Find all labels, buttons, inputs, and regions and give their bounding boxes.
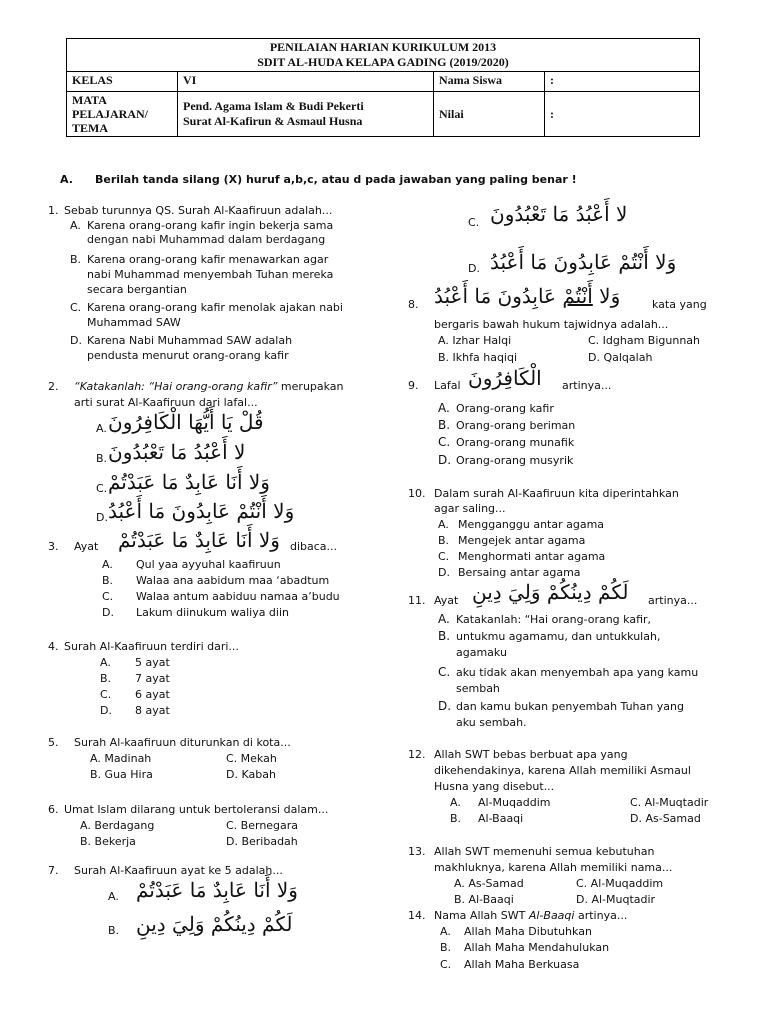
option-letter[interactable]: D. <box>96 511 108 524</box>
left-column <box>48 204 388 984</box>
option-letter[interactable]: A. <box>100 656 111 669</box>
question-pre: Lafal <box>434 379 461 392</box>
option-text: 5 ayat <box>135 656 170 669</box>
option-text: 7 ayat <box>135 672 170 685</box>
option-text: Menghormati antar agama <box>458 550 606 563</box>
option-d[interactable]: D. Al-Muqtadir <box>576 893 656 906</box>
arabic-verse-pre: وَلا <box>592 284 621 308</box>
option-text: Katakanlah: “Hai orang-orang kafir, <box>456 613 652 626</box>
option-c[interactable]: C. Al-Muqtadir <box>630 796 709 809</box>
question-number: 2. <box>48 380 59 393</box>
question-pre: Ayat <box>434 594 459 607</box>
mapel-label <box>67 92 178 137</box>
instruction-text: Berilah tanda silang (X) huruf a,b,c, atau d pada jawaban yang paling benar ! <box>95 173 577 186</box>
option-d[interactable]: D. As-Samad <box>630 812 701 825</box>
option-c[interactable]: C. Idgham Bigunnah <box>588 334 701 347</box>
option-a[interactable]: A. Madinah <box>90 752 152 765</box>
header-title-cell <box>67 39 700 72</box>
question-number: 13. <box>408 845 426 858</box>
option-letter[interactable]: D. <box>100 704 112 717</box>
arabic-option: قُلْ يَا أَيُّهَا الْكَافِرُونَ <box>108 410 264 434</box>
option-letter[interactable]: C. <box>438 550 450 563</box>
option-letter[interactable]: C. <box>440 958 452 971</box>
option-text: Allah Maha Dibutuhkan <box>464 925 592 938</box>
question-number: 1. <box>48 204 59 217</box>
option-letter[interactable]: D. <box>438 699 452 713</box>
question-text-rest: merupakan <box>277 380 344 393</box>
question-quote: “Katakanlah: “Hai orang-orang kafir” <box>74 380 278 393</box>
question-post: kata yang <box>652 298 707 311</box>
instruction <box>60 173 577 186</box>
option-letter[interactable]: C. <box>438 435 451 449</box>
question-text: Surah Al-kaafiruun diturunkan di kota... <box>74 736 291 749</box>
question-text: Allah SWT memenuhi semua kebutuhan <box>434 845 655 858</box>
option-letter[interactable]: D. <box>438 453 452 467</box>
nilai-label: Nilai <box>434 92 545 137</box>
option-text: Lakum diinukum waliya diin <box>136 606 290 619</box>
option-c[interactable]: C. Al-Muqaddim <box>576 877 664 890</box>
question-text: Sebab turunnya QS. Surah Al-Kaafiruun adalah... <box>64 204 333 217</box>
mapel-label-2: PELAJARAN/ <box>72 107 149 121</box>
option-letter[interactable]: A. <box>438 518 449 531</box>
option-text: secara bergantian <box>87 283 187 296</box>
option-text: Allah Maha Mendahulukan <box>464 941 610 954</box>
option-c[interactable]: C. Bernegara <box>226 819 299 832</box>
question-post: artinya... <box>648 594 698 607</box>
option-letter[interactable]: C. <box>468 216 480 229</box>
option-text: pendusta menurut orang-orang kafir <box>87 349 289 362</box>
option-letter[interactable]: B. <box>102 574 114 587</box>
question-text: makhluknya, karena Allah memiliki nama... <box>434 861 673 874</box>
option-text: Mengganggu antar agama <box>458 518 605 531</box>
option-a[interactable]: A. As-Samad <box>454 877 524 890</box>
kelas-label: KELAS <box>67 72 178 92</box>
option-text: Orang-orang beriman <box>456 419 576 432</box>
option-letter[interactable]: A. <box>440 925 451 938</box>
arabic-option: لا أَعْبُدُ مَا تَعْبُدُونَ <box>490 202 628 226</box>
question-number: 8. <box>408 298 419 311</box>
option-letter[interactable]: D. <box>70 334 82 347</box>
option-text: Orang-orang munafik <box>456 436 575 449</box>
option-letter[interactable]: C. <box>100 688 112 701</box>
option-text: Walaa ana aabidum maa ‘abadtum <box>136 574 330 587</box>
mapel-value-2: Surat Al-Kafirun & Asmaul Husna <box>183 114 363 128</box>
question-text: Allah SWT bebas berbuat apa yang <box>434 748 628 761</box>
question-number: 3. <box>48 540 59 553</box>
arabic-verse: لَكُمْ دِينُكُمْ وَلِيَ دِينِ <box>472 580 629 604</box>
question-number: 10. <box>408 487 426 500</box>
option-b[interactable]: B. Bekerja <box>80 835 136 848</box>
option-text: 6 ayat <box>135 688 170 701</box>
option-letter[interactable]: B. <box>438 418 451 432</box>
option-letter[interactable]: B. <box>440 941 452 954</box>
option-letter[interactable]: A. <box>450 796 461 809</box>
option-text: Karena orang-orang kafir menawarkan agar <box>87 253 329 266</box>
nama-siswa-label: Nama Siswa <box>434 72 545 92</box>
question-number: 5. <box>48 736 59 749</box>
arabic-verse <box>434 284 620 308</box>
option-text: dengan nabi Muhammad dalam berdagang <box>87 233 326 246</box>
question-number: 12. <box>408 748 426 761</box>
nama-siswa-field[interactable]: : <box>545 72 700 92</box>
arabic-option: وَلا أَنْتُمْ عَابِدُونَ مَا أَعْبُدُ <box>490 250 677 274</box>
question-number: 14. <box>408 909 426 922</box>
kelas-value: VI <box>178 72 434 92</box>
option-d[interactable]: D. Qalqalah <box>588 351 653 364</box>
question-number: 9. <box>408 379 419 392</box>
question-number: 4. <box>48 640 59 653</box>
option-text: Al-Baaqi <box>478 812 524 825</box>
option-letter[interactable]: B. <box>96 452 108 465</box>
option-letter[interactable]: A. <box>102 558 113 571</box>
option-letter[interactable]: D. <box>438 566 450 579</box>
option-letter[interactable]: B. <box>438 534 450 547</box>
mapel-value-1: Pend. Agama Islam & Budi Pekerti <box>183 99 364 113</box>
option-b[interactable]: B. Gua Hira <box>90 768 153 781</box>
option-letter[interactable]: A. <box>438 612 450 626</box>
question-text: arti surat Al-Kaafiruun dari lafal... <box>74 396 258 409</box>
question-post: artinya... <box>574 909 628 922</box>
header-title-line1: PENILAIAN HARIAN KURIKULUM 2013 <box>269 40 497 54</box>
option-text: Mengejek antar agama <box>458 534 586 547</box>
arabic-option: وَلا أَنَا عَابِدٌ مَا عَبَدْتُمْ <box>136 878 298 902</box>
option-letter[interactable]: B. <box>450 812 462 825</box>
option-b[interactable]: B. Al-Baaqi <box>454 893 514 906</box>
option-text: nabi Muhammad menyembah Tuhan mereka <box>87 268 334 281</box>
option-letter[interactable]: B. <box>100 672 112 685</box>
option-text: Muhammad SAW <box>87 316 181 329</box>
option-text: Orang-orang kafir <box>456 402 554 415</box>
option-text: aku tidak akan menyembah apa yang kamu <box>456 666 699 679</box>
option-letter[interactable]: B. <box>108 924 120 937</box>
option-c[interactable]: C. Mekah <box>226 752 277 765</box>
mapel-label-3: TEMA <box>72 121 108 135</box>
right-column <box>408 196 748 986</box>
question-number: 11. <box>408 594 426 607</box>
arabic-option: وَلا أَنَا عَابِدٌ مَا عَبَدْتُمْ <box>108 470 270 494</box>
arabic-verse-post: عَابِدُونَ مَا أَعْبُدُ <box>434 284 563 308</box>
header-table <box>66 38 700 137</box>
question-text: agar saling... <box>434 502 506 515</box>
arabic-underlined-word: أَنْتُمْ <box>562 284 593 308</box>
question-text: Umat Islam dilarang untuk bertoleransi dalam... <box>64 803 329 816</box>
option-letter[interactable]: C. <box>70 301 82 314</box>
option-text: 8 ayat <box>135 704 170 717</box>
option-letter[interactable]: B. <box>70 253 82 266</box>
arabic-option: لَكُمْ دِينُكُمْ وَلِيَ دِينِ <box>136 912 293 936</box>
option-text: untukmu agamamu, dan untukkulah, <box>456 630 661 643</box>
option-text: Al-Muqaddim <box>478 796 551 809</box>
mapel-label-1: MATA <box>72 93 107 107</box>
question-text <box>74 380 344 393</box>
option-text: Bersaing antar agama <box>458 566 581 579</box>
option-b[interactable]: B. Ikhfa haqiqi <box>438 351 518 364</box>
option-d[interactable]: D. Beribadah <box>226 835 298 848</box>
header-title-line2: SDIT AL-HUDA KELAPA GADING (2019/2020) <box>257 55 509 69</box>
question-pre: Ayat <box>74 540 99 553</box>
option-a[interactable]: A. Izhar Halqi <box>438 334 512 347</box>
option-text: sembah <box>456 682 500 695</box>
mapel-value <box>178 92 434 137</box>
nilai-field[interactable]: : <box>545 92 700 137</box>
option-letter[interactable]: C. <box>102 590 114 603</box>
question-text: Surah Al-Kaafiruun terdiri dari... <box>64 640 239 653</box>
arabic-option: لا أَعْبُدُ مَا تَعْبُدُونَ <box>108 440 246 464</box>
option-text: dan kamu bukan penyembah Tuhan yang <box>456 700 684 713</box>
option-text: Orang-orang musyrik <box>456 454 574 467</box>
question-text: Husna yang disebut... <box>434 780 555 793</box>
option-letter[interactable]: D. <box>468 262 480 275</box>
option-letter[interactable]: C. <box>438 665 451 679</box>
question-text: bergaris bawah hukum tajwidnya adalah... <box>434 318 669 331</box>
question-italic: Al-Baaqi <box>528 909 575 922</box>
instruction-letter: A. <box>60 173 73 186</box>
option-text: aku sembah. <box>456 716 527 729</box>
question-post: dibaca... <box>290 540 338 553</box>
option-a[interactable]: A. Berdagang <box>80 819 155 832</box>
question-pre: Nama Allah SWT <box>434 909 529 922</box>
option-letter[interactable]: C. <box>96 482 108 495</box>
question-number: 6. <box>48 803 59 816</box>
option-letter[interactable]: A. <box>438 401 450 415</box>
option-text: Karena orang-orang kafir menolak ajakan nabi <box>87 301 343 314</box>
question-text: Surah Al-Kaafiruun ayat ke 5 adalah... <box>74 864 283 877</box>
arabic-option: وَلا أَنْتُمْ عَابِدُونَ مَا أَعْبُدُ <box>108 499 295 523</box>
option-text: Karena Nabi Muhammad SAW adalah <box>87 334 293 347</box>
question-text: dikehendakinya, karena Allah memiliki Asmaul <box>434 764 691 777</box>
option-text: Qul yaa ayyuhal kaafiruun <box>136 558 281 571</box>
arabic-verse: وَلا أَنَا عَابِدٌ مَا عَبَدْتُمْ <box>118 528 280 552</box>
option-letter[interactable]: A. <box>70 219 81 232</box>
option-letter[interactable]: A. <box>108 890 119 903</box>
option-letter[interactable]: A. <box>96 422 107 435</box>
question-number: 7. <box>48 864 59 877</box>
question-post: artinya... <box>562 379 612 392</box>
option-text: Walaa antum aabiduu namaa a’budu <box>136 590 340 603</box>
option-text: Allah Maha Berkuasa <box>464 958 580 971</box>
question-text: Dalam surah Al-Kaafiruun kita diperintahkan <box>434 487 679 500</box>
option-d[interactable]: D. Kabah <box>226 768 276 781</box>
question-text <box>434 909 627 922</box>
option-letter[interactable]: B. <box>438 629 451 643</box>
option-letter[interactable]: D. <box>102 606 114 619</box>
option-text: agamaku <box>456 646 507 659</box>
option-text: Karena orang-orang kafir ingin bekerja sama <box>87 219 334 232</box>
arabic-word: الْكَافِرُونَ <box>468 366 542 390</box>
